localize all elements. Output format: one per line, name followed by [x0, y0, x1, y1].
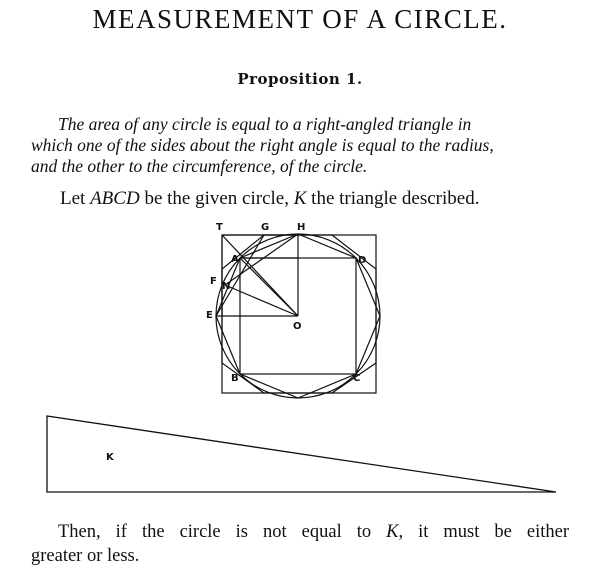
label-n: N [222, 281, 231, 292]
proposition-statement [31, 114, 571, 177]
label-f: F [210, 276, 217, 287]
label-h: H [297, 222, 306, 233]
label-t: T [216, 222, 223, 233]
setup-triangle-name: K [293, 188, 307, 209]
line-f-o [225, 285, 298, 316]
label-k: K [106, 452, 114, 463]
setup-prefix: Let [60, 188, 91, 209]
statement-line-2: which one of the sides about the right angle is equal to the radius, [31, 135, 494, 155]
page-title: MEASUREMENT OF A CIRCLE. [92, 4, 508, 34]
label-e: E [206, 310, 213, 321]
line-a-o [240, 258, 298, 316]
conclusion-line-1 [31, 520, 569, 544]
label-c: C [353, 373, 361, 384]
conclusion-k: K [386, 522, 399, 542]
label-o: O [293, 321, 302, 332]
statement-line-3: and the other to the circumference, of the circle. [31, 156, 368, 176]
label-d: D [358, 255, 367, 266]
triangle-k [47, 416, 556, 492]
label-a: A [231, 254, 239, 265]
label-b: B [231, 373, 239, 384]
proposition-heading: Proposition 1. [237, 70, 363, 88]
setup-circle-name: ABCD [90, 188, 140, 209]
setup-sentence [60, 187, 580, 211]
circumscribed-square [222, 235, 376, 393]
conclusion-line-2: greater or less. [31, 546, 140, 566]
circle-figure [195, 218, 395, 404]
label-g: G [261, 222, 270, 233]
setup-suffix: the triangle described. [306, 188, 480, 209]
conclusion-paragraph [31, 520, 569, 568]
conclusion-part-1: Then, if the circle is not equal to [58, 522, 387, 542]
statement-line-1: The area of any circle is equal to a right-angled triangle in [58, 114, 472, 134]
triangle-figure [40, 412, 560, 496]
conclusion-part-2: , it must be either [398, 522, 569, 542]
setup-middle: be the given circle, [139, 188, 294, 209]
circumscribed-octagon [222, 235, 376, 393]
